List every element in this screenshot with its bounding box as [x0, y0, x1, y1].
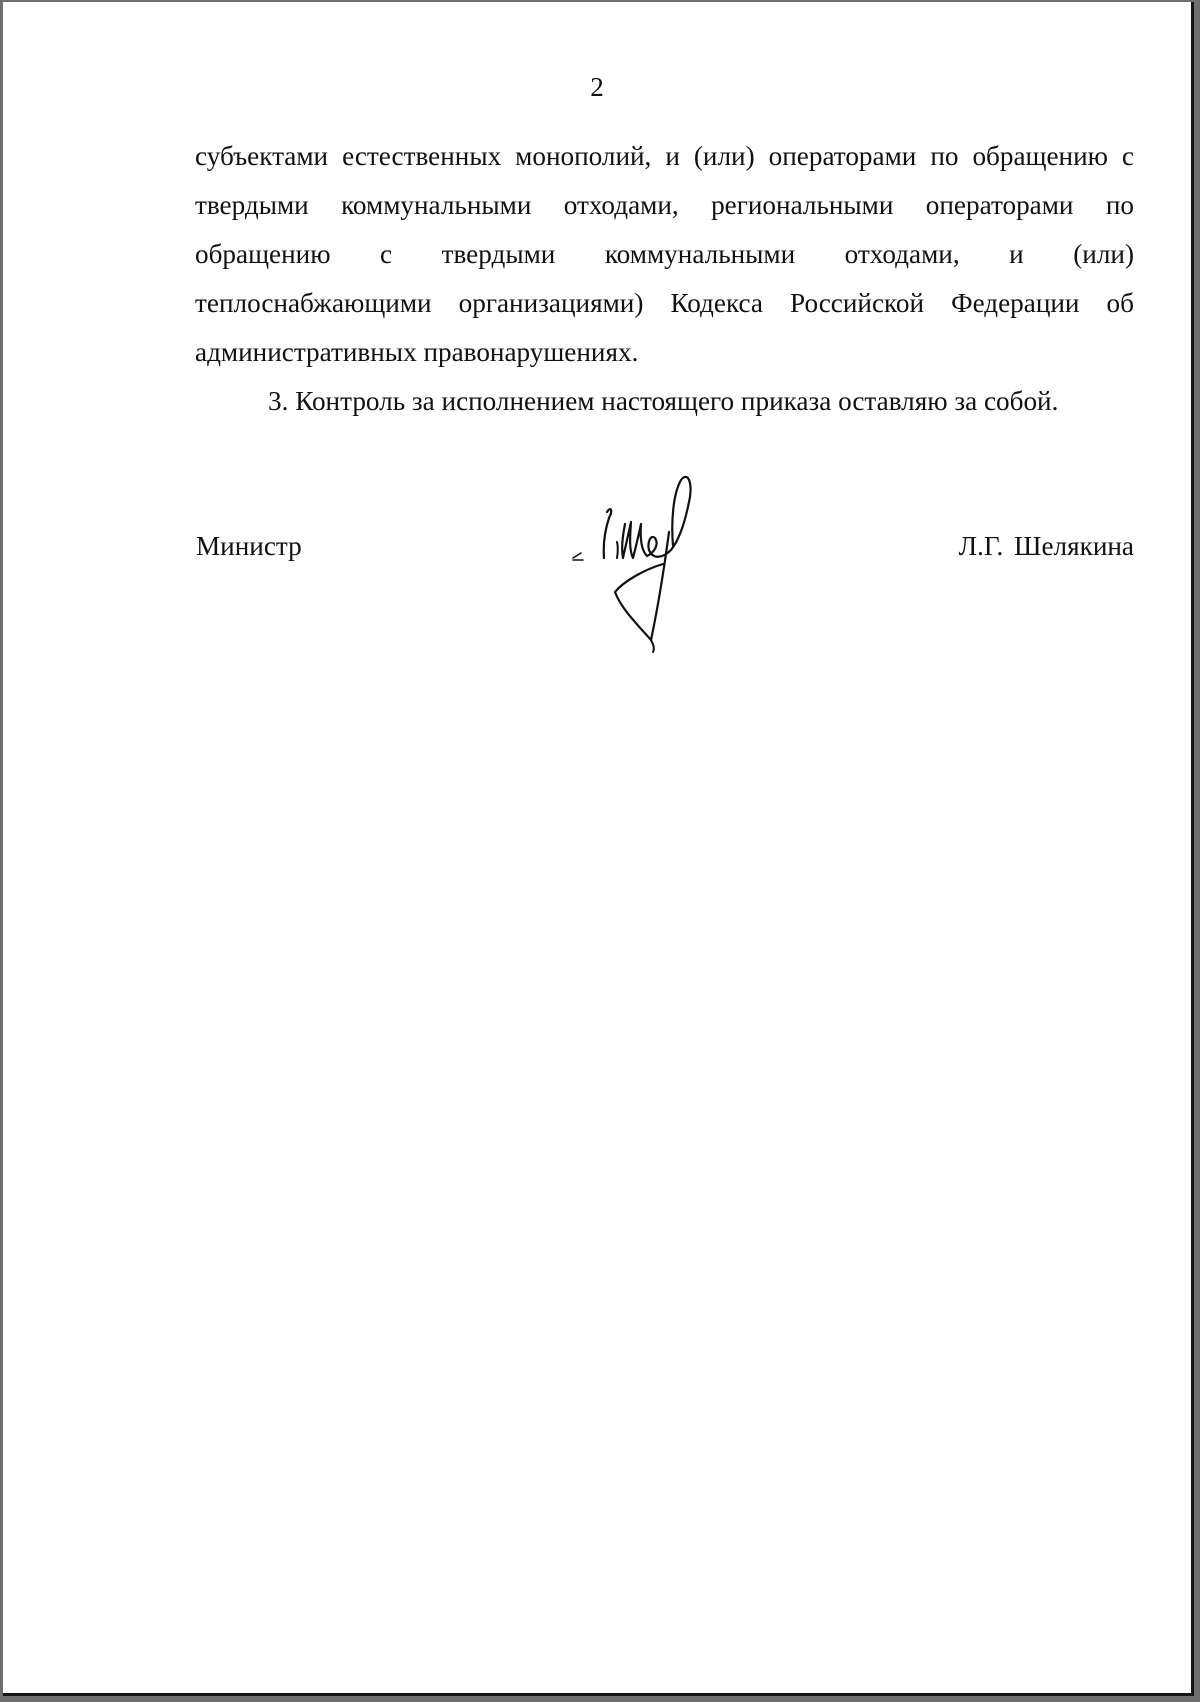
page-number: 2 [590, 72, 604, 102]
signatory-role: Министр [196, 531, 302, 561]
signature-image [563, 472, 743, 672]
text-line: обращению с твердыми коммунальными отходами, и (или) [195, 239, 1134, 269]
paragraph-3: 3. Контроль за исполнением настоящего приказа оставляю за собой. [268, 386, 1059, 416]
text-line: субъектами естественных монополий, и (или) операторами по обращению с [195, 141, 1134, 171]
paragraph-continuation [195, 132, 1134, 377]
document-page [3, 2, 1194, 1696]
signatory-name: Л.Г. Шелякина [958, 531, 1134, 561]
text-line: твердыми коммунальными отходами, региональными операторами по [195, 190, 1134, 220]
text-line: теплоснабжающими организациями) Кодекса Российской Федерации об [195, 288, 1134, 318]
text-line: административных правонарушениях. [195, 337, 639, 367]
